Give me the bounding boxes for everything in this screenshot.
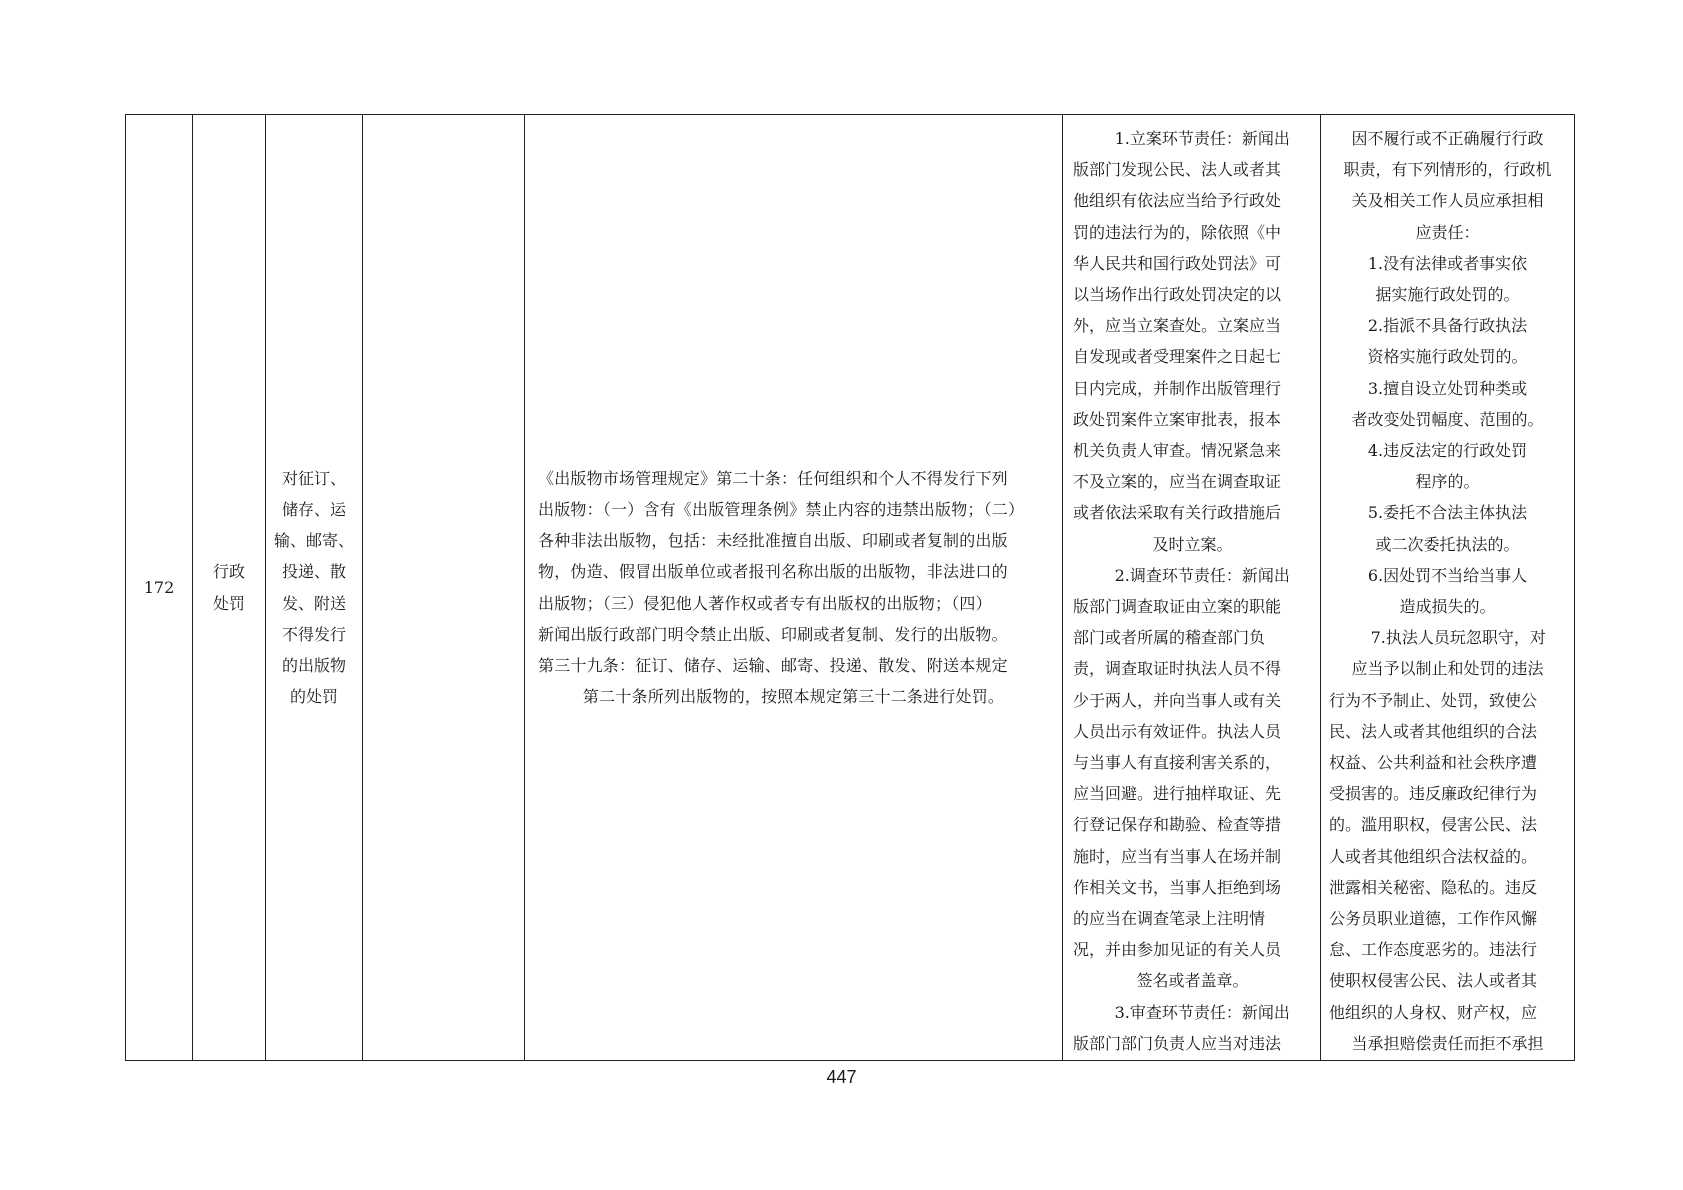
- accountability-line: 程序的。: [1415, 472, 1480, 492]
- legal-basis-line: 出版物；（三）侵犯他人著作权或者专有出版权的出版物；（四）: [538, 593, 992, 613]
- table-row: [126, 115, 1575, 1061]
- legal-basis-line: 《出版物市场管理规定》第二十条：任何组织和个人不得发行下列: [538, 468, 1008, 488]
- power-list-table: [125, 114, 1575, 1061]
- responsibility-line: 2.调查环节责任：新闻出: [1114, 565, 1290, 585]
- accountability-cell: [1321, 115, 1575, 1061]
- accountability-line: 者改变处罚幅度、范围的。: [1351, 409, 1544, 429]
- accountability-line: 当承担赔偿责任而拒不承担: [1351, 1033, 1544, 1053]
- legal-basis-line: 各种非法出版物，包括：未经批准擅自出版、印刷或者复制的出版: [538, 531, 1008, 551]
- responsibility-line: 外，应当立案查处。立案应当: [1073, 316, 1282, 336]
- responsibility-line: 与当事人有直接利害关系的，: [1073, 753, 1282, 773]
- responsibility-line: 3.审查环节责任：新闻出: [1114, 1002, 1290, 1022]
- legal-basis-line: 出版物：（一）含有《出版管理条例》禁止内容的违禁出版物；（二）: [538, 499, 1025, 519]
- responsibility-line: 部门或者所属的稽查部门负: [1073, 628, 1266, 648]
- responsibility-line: 机关负责人审查。情况紧急来: [1073, 441, 1282, 461]
- power-type-cell: [193, 115, 266, 1061]
- power-name-line: 对征订、: [281, 468, 346, 488]
- responsibility-line: 的应当在调查笔录上注明情: [1073, 909, 1266, 929]
- accountability-line: 资格实施行政处罚的。: [1367, 347, 1528, 367]
- responsibility-line: 他组织有依法应当给予行政处: [1073, 191, 1282, 211]
- power-name-line: 的出版物: [281, 655, 346, 675]
- responsibility-line: 版部门发现公民、法人或者其: [1073, 160, 1282, 180]
- accountability-line: 使职权侵害公民、法人或者其: [1329, 971, 1538, 991]
- responsibility-line: 不及立案的，应当在调查取证: [1073, 472, 1282, 492]
- row-number-cell: [126, 115, 193, 1061]
- accountability-line: 4.违反法定的行政处罚: [1367, 441, 1528, 461]
- responsibility-line: 1.立案环节责任：新闻出: [1114, 129, 1290, 148]
- responsibility-line: 日内完成，并制作出版管理行: [1073, 378, 1282, 398]
- accountability-line: 1.没有法律或者事实依: [1367, 253, 1528, 273]
- responsibility-text: [1063, 123, 1320, 1060]
- power-type: [193, 556, 265, 618]
- responsibility-line: 应当回避。进行抽样取证、先: [1073, 784, 1282, 804]
- accountability-line: 怠、工作态度恶劣的。违法行: [1329, 940, 1538, 960]
- accountability-line: 职责，有下列情形的，行政机: [1343, 160, 1552, 180]
- accountability-line: 关及相关工作人员应承担相: [1351, 191, 1544, 211]
- power-name-line: 不得发行: [281, 624, 346, 644]
- power-type-line: 处罚: [212, 593, 245, 613]
- empty-cell: [363, 115, 525, 1061]
- accountability-line: 的。滥用职权，侵害公民、法: [1329, 815, 1538, 835]
- accountability-line: 造成损失的。: [1399, 597, 1496, 617]
- accountability-line: 受损害的。违反廉政纪律行为: [1329, 784, 1538, 804]
- accountability-line: 2.指派不具备行政执法: [1367, 316, 1528, 336]
- responsibility-line: 况，并由参加见证的有关人员: [1073, 940, 1282, 960]
- accountability-line: 泄露相关秘密、隐私的。违反: [1329, 877, 1538, 897]
- legal-basis-cell: [525, 115, 1063, 1061]
- accountability-line: 行为不予制止、处罚，致使公: [1329, 690, 1538, 710]
- responsibility-line: 政处罚案件立案审批表，报本: [1073, 409, 1282, 429]
- responsibility-line: 及时立案。: [1152, 534, 1233, 554]
- power-name-cell: [266, 115, 363, 1061]
- accountability-line: 公务员职业道德，工作作风懈: [1329, 909, 1538, 929]
- responsibility-line: 罚的违法行为的，除依照《中: [1073, 222, 1282, 242]
- responsibility-line: 或者依法采取有关行政措施后: [1073, 503, 1282, 523]
- power-name-line: 输、邮寄、: [273, 531, 354, 551]
- legal-basis: [525, 463, 1062, 713]
- responsibility-line: 作相关文书，当事人拒绝到场: [1073, 877, 1282, 897]
- accountability-line: 人或者其他组织合法权益的。: [1329, 846, 1538, 866]
- accountability-line: 7.执法人员玩忽职守，对: [1370, 628, 1546, 648]
- responsibility-line: 签名或者盖章。: [1136, 971, 1249, 991]
- power-name-line: 储存、运: [281, 499, 346, 519]
- responsibility-line: 少于两人，并向当事人或有关: [1073, 690, 1282, 710]
- responsibility-line: 施时，应当有当事人在场并制: [1073, 846, 1282, 866]
- row-number: 172: [143, 577, 175, 597]
- accountability-line: 应当予以制止和处罚的违法: [1351, 659, 1544, 679]
- responsibility-line: 行登记保存和勘验、检查等措: [1073, 815, 1282, 835]
- responsibility-line: 人员出示有效证件。执法人员: [1073, 721, 1282, 741]
- power-name-line: 投递、散: [281, 562, 346, 582]
- accountability-line: 3.擅自设立处罚种类或: [1367, 378, 1528, 398]
- accountability-line: 6.因处罚不当给当事人: [1367, 565, 1528, 585]
- legal-basis-line: 新闻出版行政部门明令禁止出版、印刷或者复制、发行的出版物。: [538, 624, 1008, 644]
- power-name-line: 发、附送: [281, 593, 346, 613]
- responsibility-line: 版部门调查取证由立案的职能: [1073, 597, 1282, 617]
- accountability-line: 他组织的人身权、财产权，应: [1329, 1002, 1538, 1022]
- responsibility-line: 华人民共和国行政处罚法》可: [1073, 253, 1282, 273]
- accountability-line: 民、法人或者其他组织的合法: [1329, 721, 1538, 741]
- accountability-line: 5.委托不合法主体执法: [1367, 503, 1528, 523]
- accountability-text: [1321, 123, 1574, 1060]
- responsibility-line: 责，调查取证时执法人员不得: [1073, 659, 1282, 679]
- accountability-line: 据实施行政处罚的。: [1375, 285, 1520, 305]
- accountability-line: 权益、公共利益和社会秩序遭: [1329, 753, 1538, 773]
- page-number: 447: [826, 1067, 857, 1087]
- accountability-line: 应责任：: [1415, 222, 1480, 242]
- power-name: [266, 463, 362, 713]
- responsibility-line: 版部门部门负责人应当对违法: [1073, 1033, 1282, 1053]
- power-name-line: 的处罚: [289, 687, 338, 707]
- power-type-line: 行政: [212, 562, 245, 582]
- legal-basis-line: 第二十条所列出版物的，按照本规定第三十二条进行处罚。: [582, 687, 1005, 707]
- accountability-line: 或二次委托执法的。: [1375, 534, 1520, 554]
- responsibility-line: 自发现或者受理案件之日起七: [1073, 347, 1282, 367]
- responsibility-cell: [1063, 115, 1321, 1061]
- accountability-line: 因不履行或不正确履行行政: [1351, 129, 1544, 148]
- responsibility-line: 以当场作出行政处罚决定的以: [1073, 285, 1282, 305]
- legal-basis-line: 物，伪造、假冒出版单位或者报刊名称出版的出版物，非法进口的: [538, 562, 1008, 582]
- legal-basis-line: 第三十九条：征订、储存、运输、邮寄、投递、散发、附送本规定: [538, 655, 1008, 675]
